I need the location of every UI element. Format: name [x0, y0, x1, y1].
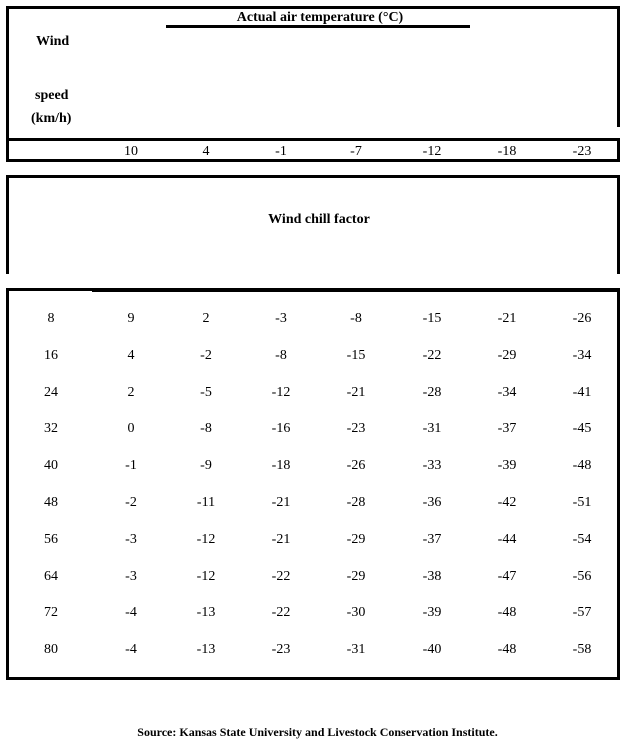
- wind-chill-cell: -12: [271, 385, 291, 400]
- wind-chill-cell: -12: [196, 569, 216, 584]
- wind-chill-cell: -29: [497, 348, 517, 363]
- row-header-line2: speed: [35, 88, 69, 103]
- wind-chill-cell: -12: [196, 532, 216, 547]
- wind-chill-cell: -31: [422, 421, 442, 436]
- wind-chill-cell: -21: [497, 311, 517, 326]
- table-top-border: [6, 6, 620, 9]
- temperature-header: -12: [422, 144, 442, 159]
- wind-chill-cell: -39: [422, 605, 442, 620]
- wind-chill-cell: -47: [497, 569, 517, 584]
- header-rule-bottom: [6, 159, 620, 162]
- wind-speed-cell: 64: [44, 569, 58, 584]
- wind-chill-cell: -15: [422, 311, 442, 326]
- wind-chill-cell: 2: [202, 311, 210, 326]
- wind-chill-cell: 4: [127, 348, 135, 363]
- table-right-border-bottom: [617, 288, 620, 680]
- wind-chill-cell: -57: [572, 605, 592, 620]
- table-bottom-border: [6, 677, 620, 680]
- wind-chill-cell: -22: [422, 348, 442, 363]
- wind-chill-cell: -1: [125, 458, 137, 473]
- table-right-border-header: [617, 138, 620, 160]
- wind-chill-cell: -3: [125, 569, 137, 584]
- wind-chill-cell: -34: [572, 348, 592, 363]
- temperature-header: 4: [202, 144, 210, 159]
- wind-speed-cell: 48: [44, 495, 58, 510]
- wind-chill-cell: -54: [572, 532, 592, 547]
- wind-chill-cell: -31: [346, 642, 366, 657]
- wind-chill-cell: -26: [346, 458, 366, 473]
- wind-speed-cell: 32: [44, 421, 58, 436]
- wind-chill-cell: -2: [125, 495, 137, 510]
- wind-chill-cell: 2: [127, 385, 135, 400]
- wind-chill-cell: -42: [497, 495, 517, 510]
- wind-chill-cell: -48: [497, 642, 517, 657]
- wind-chill-cell: -36: [422, 495, 442, 510]
- table-left-border-middle: [6, 175, 9, 274]
- wind-chill-cell: -58: [572, 642, 592, 657]
- section-rule-top: [6, 175, 620, 178]
- table-title: Actual air temperature (°C): [236, 10, 404, 25]
- wind-chill-cell: -45: [572, 421, 592, 436]
- table-left-border-bottom: [6, 288, 9, 680]
- wind-chill-cell: -11: [196, 495, 216, 510]
- wind-speed-cell: 8: [47, 311, 55, 326]
- wind-chill-subtitle: Wind chill factor: [268, 212, 370, 227]
- wind-chill-cell: -21: [271, 495, 291, 510]
- wind-chill-cell: -41: [572, 385, 592, 400]
- wind-chill-cell: -21: [271, 532, 291, 547]
- wind-chill-cell: -16: [271, 421, 291, 436]
- wind-chill-cell: -22: [271, 605, 291, 620]
- wind-chill-cell: -2: [200, 348, 212, 363]
- wind-chill-cell: -44: [497, 532, 517, 547]
- wind-chill-cell: -8: [275, 348, 287, 363]
- wind-chill-cell: -40: [422, 642, 442, 657]
- source-note: Source: Kansas State University and Livestock Conservation Institute.: [137, 725, 498, 739]
- header-rule-top: [6, 138, 620, 141]
- table-right-border-top: [617, 6, 620, 127]
- wind-chill-cell: 0: [127, 421, 135, 436]
- wind-chill-cell: -37: [497, 421, 517, 436]
- wind-chill-cell: -8: [200, 421, 212, 436]
- wind-chill-cell: -29: [346, 532, 366, 547]
- wind-chill-cell: -39: [497, 458, 517, 473]
- row-header-line1: Wind: [36, 34, 70, 49]
- wind-chill-cell: -23: [271, 642, 291, 657]
- wind-speed-cell: 56: [44, 532, 58, 547]
- wind-chill-cell: -22: [271, 569, 291, 584]
- wind-chill-cell: -34: [497, 385, 517, 400]
- wind-chill-cell: -13: [196, 605, 216, 620]
- wind-speed-cell: 80: [44, 642, 58, 657]
- wind-speed-cell: 40: [44, 458, 58, 473]
- temperature-header: 10: [124, 144, 138, 159]
- wind-chill-cell: -4: [125, 642, 137, 657]
- wind-chill-cell: -26: [572, 311, 592, 326]
- wind-chill-cell: -5: [200, 385, 212, 400]
- wind-chill-cell: -15: [346, 348, 366, 363]
- wind-chill-cell: -13: [196, 642, 216, 657]
- temperature-header: -7: [350, 144, 362, 159]
- wind-chill-cell: -56: [572, 569, 592, 584]
- wind-chill-cell: -37: [422, 532, 442, 547]
- wind-chill-cell: -33: [422, 458, 442, 473]
- temperature-header: -1: [275, 144, 287, 159]
- wind-chill-cell: -23: [346, 421, 366, 436]
- table-right-border-middle: [617, 175, 620, 274]
- wind-chill-cell: -28: [422, 385, 442, 400]
- section-subrule: [92, 288, 620, 292]
- wind-speed-cell: 24: [44, 385, 58, 400]
- temperature-header: -23: [572, 144, 592, 159]
- wind-chill-cell: -21: [346, 385, 366, 400]
- wind-chill-cell: -30: [346, 605, 366, 620]
- wind-chill-cell: -3: [275, 311, 287, 326]
- wind-chill-cell: -48: [572, 458, 592, 473]
- wind-chill-cell: -8: [350, 311, 362, 326]
- wind-chill-cell: -29: [346, 569, 366, 584]
- row-header-line3: (km/h): [31, 111, 72, 126]
- wind-chill-cell: -3: [125, 532, 137, 547]
- wind-chill-cell: -18: [271, 458, 291, 473]
- wind-chill-cell: -51: [572, 495, 592, 510]
- wind-chill-cell: -4: [125, 605, 137, 620]
- wind-chill-cell: -48: [497, 605, 517, 620]
- wind-chill-cell: 9: [127, 311, 135, 326]
- wind-speed-cell: 72: [44, 605, 58, 620]
- wind-speed-cell: 16: [44, 348, 58, 363]
- wind-chill-cell: -28: [346, 495, 366, 510]
- wind-chill-cell: -38: [422, 569, 442, 584]
- temperature-header: -18: [497, 144, 517, 159]
- wind-chill-cell: -9: [200, 458, 212, 473]
- table-left-border-top: [6, 6, 9, 160]
